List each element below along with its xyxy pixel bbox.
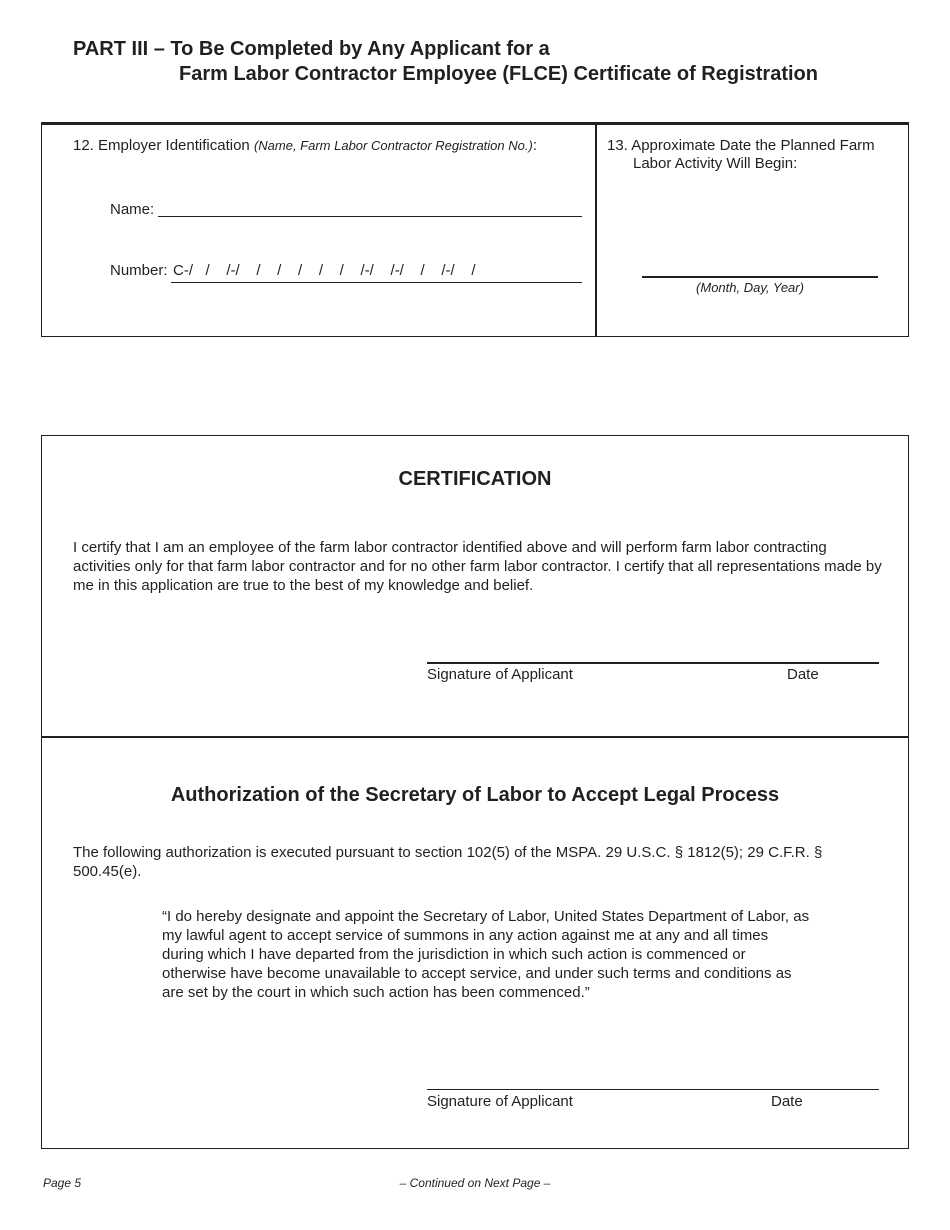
certification-signature-field[interactable] <box>427 662 879 664</box>
authorization-intro: The following authorization is executed pursuant to section 102(5) of the MSPA. 29 U.S.C. § 1812(5); 29 C.F.R. § 500.45(e). <box>73 844 823 880</box>
authorization-date-label: Date <box>771 1093 803 1110</box>
start-date-field[interactable] <box>642 276 878 278</box>
page-number: Page 5 <box>43 1176 82 1190</box>
field-13-line2: Labor Activity Will Begin: <box>633 155 798 172</box>
registration-number-field[interactable] <box>171 282 582 283</box>
registration-number-slots: C-/ / /-/ / / / / / /-/ /-/ / /-/ / <box>173 262 476 279</box>
authorization-signature-label: Signature of Applicant <box>427 1093 573 1110</box>
field-13-label <box>607 137 875 173</box>
authorization-quote: “I do hereby designate and appoint the Secretary of Labor, United States Department of Labor, as my lawful agent to accept service of summons in any action against me at any and all times during which I have departed from the jurisdiction in which such action is commenced or otherwise have become unavailable to accept service, and under such terms and conditions as are set by the court in which such action has been commenced.” <box>162 908 810 1001</box>
certification-date-label: Date <box>787 666 819 683</box>
start-date-hint: (Month, Day, Year) <box>696 280 804 295</box>
part-title-line1: PART III – To Be Completed by Any Applicant for a <box>73 38 550 60</box>
authorization-title: Authorization of the Secretary of Labor to Accept Legal Process <box>170 784 780 806</box>
certification-text: I certify that I am an employee of the farm labor contractor identified above and will perform farm labor contracting activities only for that farm labor contractor and for no other farm labor contractor. I certify that all representations made by me in this application are true to the best of my knowledge and belief. <box>73 539 882 594</box>
employer-name-field[interactable] <box>158 216 582 217</box>
authorization-signature-field[interactable] <box>427 1089 879 1090</box>
field-12-title: 12. Employer Identification <box>73 137 254 154</box>
field-12-hint: (Name, Farm Labor Contractor Registration No.) <box>253 138 533 153</box>
part-title-line2: Farm Labor Contractor Employee (FLCE) Certificate of Registration <box>179 63 818 85</box>
certification-title: CERTIFICATION <box>398 468 552 490</box>
field-13-line1: 13. Approximate Date the Planned Farm <box>607 137 875 154</box>
part-title <box>73 37 818 87</box>
employer-info-divider <box>595 122 597 337</box>
employer-name-label: Name: <box>110 201 155 218</box>
certification-signature-label: Signature of Applicant <box>427 666 573 683</box>
registration-number-label: Number: <box>110 262 168 279</box>
continued-note: – Continued on Next Page – <box>399 1176 551 1190</box>
field-12-label <box>73 137 537 155</box>
field-12-colon: : <box>532 137 537 154</box>
certification-divider <box>41 736 909 738</box>
